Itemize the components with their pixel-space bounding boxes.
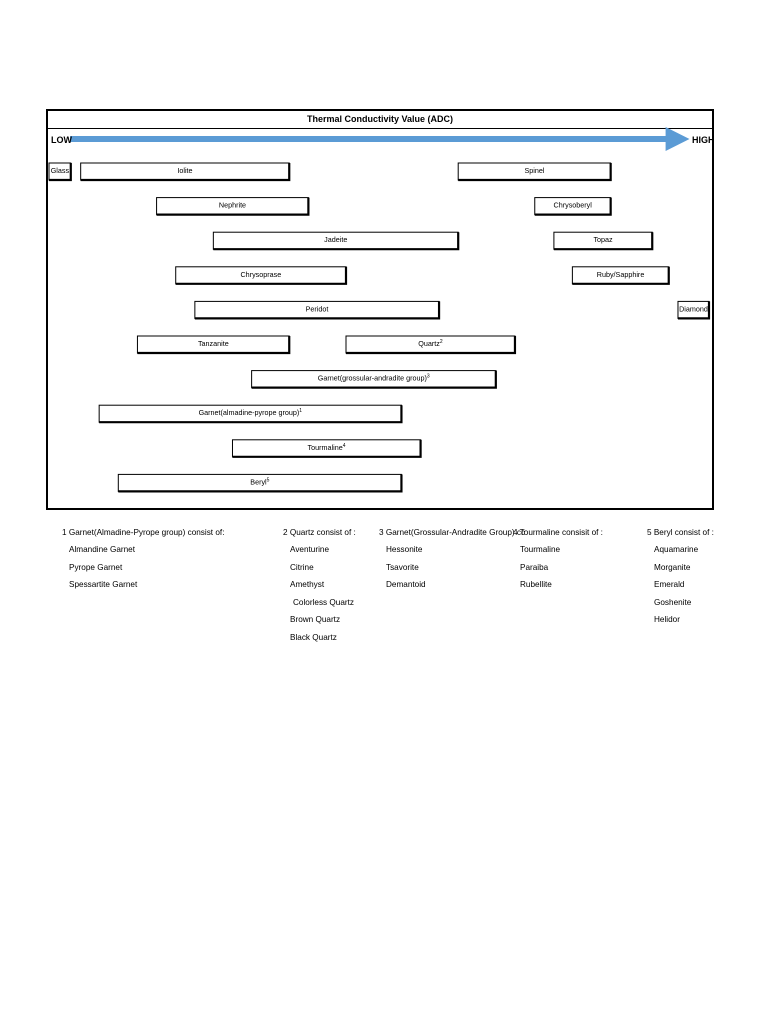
footnote-item: Tourmaline [520,545,561,554]
bar-label: Chrysoberyl [553,200,592,210]
bar-label-footnote-ref: 5 [266,477,270,484]
bar-label: Quartz$^2$ [418,339,443,348]
footnote-heading: 2 Quartz consist of : [283,528,356,537]
bar-label: Tourmaline$^4$ [307,442,346,452]
footnote-item: Black Quartz [290,632,337,642]
axis-low-label: LOW [51,135,72,145]
chart-title: Thermal Conductivity Value (ADC) [48,111,712,129]
footnote-item: Paraiba [520,562,549,572]
bar-label: Topaz [593,235,613,245]
footnote-garnet-grossular-andradite [379,527,526,597]
axis-high-label: HIGH [692,135,715,145]
footnote-item: Emerald [654,580,685,589]
bar-label: Diamond [679,304,708,314]
bar-diamond [678,301,709,318]
bar-tourmaline [232,440,420,457]
bar-quartz [346,336,515,353]
bar-garnet-almadine-pyrope-group [99,405,401,422]
footnote-item: Almandine Garnet [69,545,135,554]
bar-label-footnote-ref: 1 [299,408,303,415]
footnote-item: Rubellite [520,580,552,589]
bar-label-footnote-ref: 2 [439,339,443,345]
bar-chrysoberyl [535,198,611,215]
bar-label: Iolite [177,166,193,175]
bar-label: Spinel [524,166,545,175]
bar-label: Ruby/Sapphire [596,269,645,279]
footnote-item: Pyrope Garnet [69,562,123,572]
bar-label: Glass [50,166,70,175]
bar-tanzanite [137,336,289,353]
footnote-item: Demantoid [386,580,426,589]
footnote-item: Goshenite [654,597,692,607]
footnote-item: Aquamarine [654,545,699,554]
footnote-item: Amethyst [290,580,325,589]
footnote-heading: 5 Beryl consist of : [647,528,714,537]
footnote-heading: 4 Tourmaline consisit of : [513,528,603,537]
footnote-item: Hessonite [386,545,423,554]
bar-glass [49,163,71,180]
bar-nephrite [157,198,309,215]
range-bar-chart [48,111,715,508]
bar-jadeite [213,232,458,249]
bar-garnet-grossular-andradite-group [252,371,496,388]
bar-label-footnote-ref: 3 [426,373,430,380]
footnote-beryl [647,527,757,632]
bar-ruby-sapphire [572,267,668,284]
chart-frame [46,109,714,510]
footnote-garnet-almadine-pyrope [62,527,262,597]
bar-peridot [195,301,439,318]
bar-beryl [118,474,401,491]
bar-label: Tanzanite [197,339,229,348]
bar-label: Chrysoprase [240,269,282,279]
footnote-heading: 1 Garnet(Almadine-Pyrope group) consist of: [62,528,225,537]
footnote-item: Aventurine [290,545,329,554]
footnote-item: Morganite [654,562,691,572]
footnote-item: Colorless Quartz [293,597,354,607]
footnote-quartz [283,527,373,649]
footnote-tourmaline [513,527,633,597]
footnote-item: Tsavorite [386,562,419,572]
bar-iolite [81,163,290,180]
bar-spinel [458,163,610,180]
footnotes [0,527,768,667]
footnote-heading: 3 Garnet(Grossular-Andradite Group) cc [379,528,526,537]
bar-label: Beryl$^5$ [250,477,270,487]
footnote-item: Citrine [290,562,314,572]
bar-label: Nephrite [218,200,247,210]
bar-topaz [554,232,652,249]
footnote-item: Brown Quartz [290,615,341,624]
bar-label: Garnet(grossular-andradite group)$^3$ [317,373,430,383]
footnote-item: Helidor [654,615,680,624]
footnote-item: Spessartite Garnet [69,580,138,589]
bar-chrysoprase [176,267,346,284]
bar-label: Garnet(almadine-pyrope group)$^1$ [198,408,303,418]
bar-label: Peridot [305,304,329,314]
bar-label-footnote-ref: 4 [342,442,346,449]
bar-label: Jadeite [324,235,348,245]
